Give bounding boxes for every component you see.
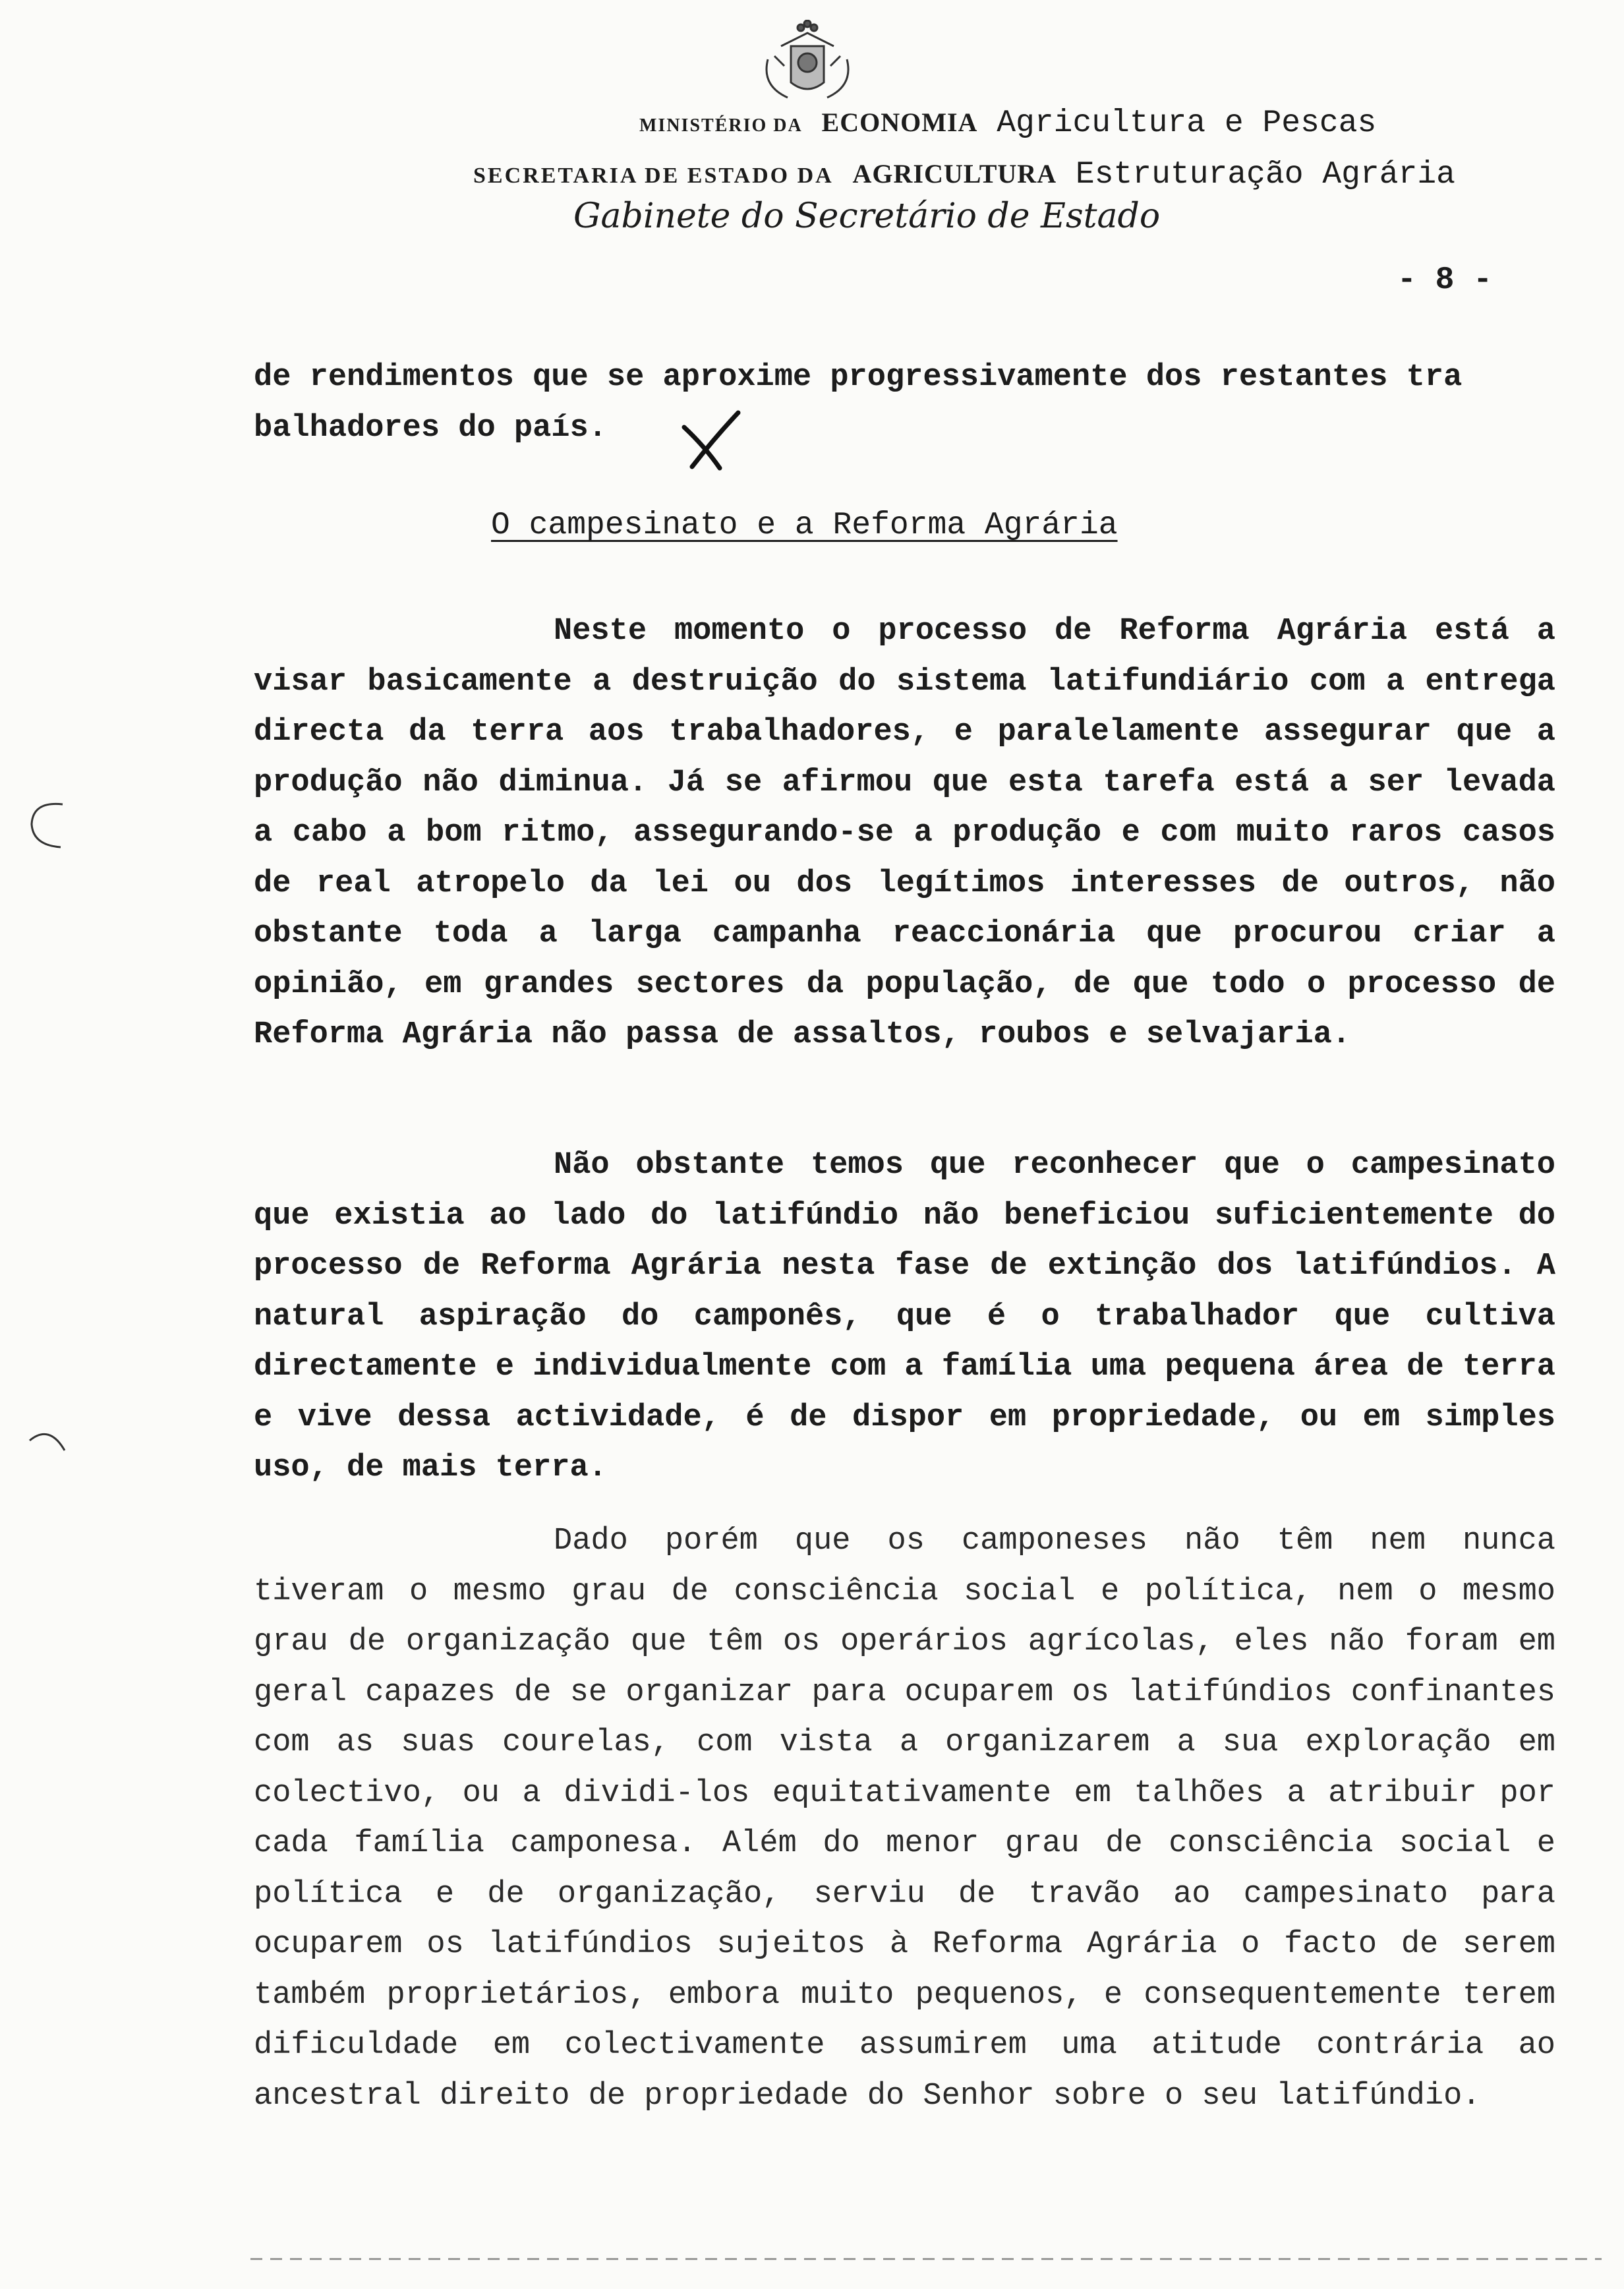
punch-hole-mark (26, 798, 66, 850)
paragraph-2 (254, 1141, 1555, 1494)
secretariat-typed: Estruturação Agrária (1075, 157, 1455, 193)
ministry-caps: MINISTÉRIO DA (639, 115, 803, 136)
paragraph-1 (254, 607, 1555, 1061)
coat-of-arms-icon (755, 20, 860, 105)
continuation-paragraph (254, 353, 1555, 454)
punch-hole-mark (26, 1421, 66, 1473)
secretariat-line (473, 157, 1455, 193)
handwritten-x-mark-icon (679, 407, 745, 473)
paragraph-text: de rendimentos que se aproxime progressivamente dos restantes tra balhadores do país. (254, 360, 1463, 446)
bottom-edge-rule (250, 2258, 1602, 2260)
section-title: O campesinato e a Reforma Agrária (491, 508, 1118, 543)
paragraph-text: Neste momento o processo de Reforma Agrária está a visar basicamente a destruição do sistema latifundiário com a entrega directa da terra aos trabalhadores, e paralelamente assegurar que a produção não diminua. Já se afirmou que esta tarefa está a ser levada a cabo a bom ritmo, assegurando-se a produção e com muito raros casos de real atropelo da lei ou dos legítimos interesses de outros, não obstante toda a larga campanha reaccionária que procurou criar a opinião, em grandes sectores da população, de que todo o processo de Reforma Agrária não passa de assaltos, roubos e selvajaria. (254, 614, 1555, 1052)
ministry-typed: Agricultura e Pescas (997, 105, 1377, 141)
paragraph-text: Não obstante temos que reconhecer que o campesinato que existia ao lado do latifúndio não beneficiou suficientemente do processo de Reforma Agrária nesta fase de extinção dos latifúndios. A natural aspiração do camponês, que é o trabalhador que cultiva directamente e individualmente com a família uma pequena área de terra e vive dessa actividade, é de dispor em propriedade, ou em simples uso, de mais terra. (254, 1148, 1555, 1485)
paragraph-text: Dado porém que os camponeses não têm nem nunca tiveram o mesmo grau de consciência social e política, nem o mesmo grau de organização que têm os operários agrícolas, eles não foram em geral capazes de se organizar para ocuparem os latifúndios confinantes com as suas courelas, com vista a organizarem a sua exploração em colectivo, ou a dividi-los equitativamente em talhões a atribuir por cada família camponesa. Além do menor grau de consciência social e política e de organização, serviu de travão ao campesinato para ocuparem os latifúndios sujeitos à Reforma Agrária o facto de serem também proprietários, embora muito pequenos, e consequentemente terem dificuldade em colectivamente assumirem uma atitude contrária ao ancestral direito de propriedade do Senhor sobre o seu latifúndio. (254, 1524, 1555, 2114)
paragraph-3 (254, 1516, 1555, 2122)
ministry-line (639, 105, 1376, 141)
ministry-struck: ECONOMIA (821, 107, 978, 137)
secretariat-caps: SECRETARIA DE ESTADO DA (473, 164, 834, 188)
page-number: - 8 - (1397, 262, 1493, 298)
cabinet-line: Gabinete do Secretário de Estado (573, 196, 1161, 236)
secretariat-struck: AGRICULTURA (852, 159, 1057, 189)
